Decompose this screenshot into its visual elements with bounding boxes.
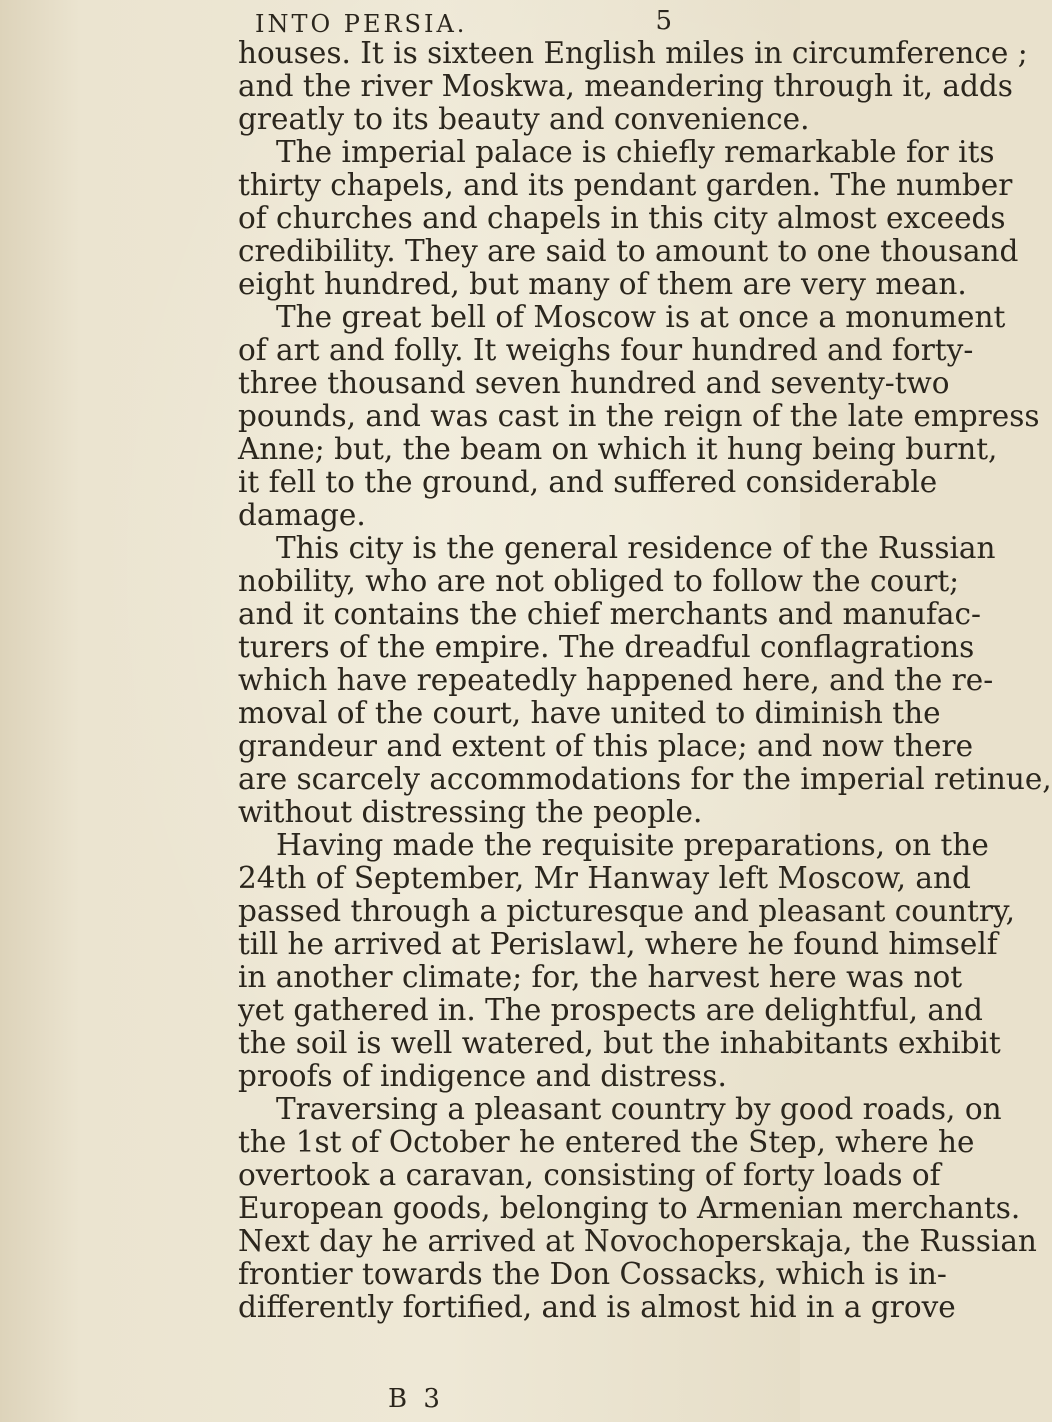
text-line: This city is the general residence of the Russian: [276, 531, 996, 565]
text-line: Anne; but, the beam on which it hung being burnt,: [238, 432, 998, 466]
text-line: Having made the requisite preparations, on the: [276, 828, 989, 862]
text-line: credibility. They are said to amount to one thousand: [238, 234, 1019, 268]
text-line: houses. It is sixteen English miles in circumference ;: [238, 36, 1028, 70]
text-line: thirty chapels, and its pendant garden. The number: [238, 168, 1013, 202]
page-number: 5: [655, 6, 675, 36]
text-line: which have repeatedly happened here, and the re-: [238, 663, 994, 697]
text-line: grandeur and extent of this place; and now there: [238, 729, 974, 763]
text-line: eight hundred, but many of them are very mean.: [238, 267, 967, 301]
text-line: and it contains the chief merchants and manufac-: [238, 597, 982, 631]
text-line: passed through a picturesque and pleasant country,: [238, 894, 1016, 928]
running-title: INTO PERSIA.: [255, 10, 468, 38]
text-line: moval of the court, have united to diminish the: [238, 696, 941, 730]
text-line: overtook a caravan, consisting of forty loads of: [238, 1158, 941, 1192]
text-line: differently fortified, and is almost hid in a grove: [238, 1290, 956, 1324]
text-line: greatly to its beauty and convenience.: [238, 102, 810, 136]
text-line: of art and folly. It weighs four hundred and forty-: [238, 333, 974, 367]
text-line: till he arrived at Perislawl, where he found himself: [238, 927, 998, 961]
text-line: pounds, and was cast in the reign of the late empress: [238, 399, 1040, 433]
text-line: yet gathered in. The prospects are delightful, and: [238, 993, 983, 1027]
text-line: in another climate; for, the harvest here was not: [238, 960, 963, 994]
text-line: The great bell of Moscow is at once a monument: [276, 300, 1006, 334]
text-line: Next day he arrived at Novochoperskaja, the Russian: [238, 1224, 1037, 1258]
text-line: damage.: [238, 498, 366, 532]
text-line: turers of the empire. The dreadful conflagrations: [238, 630, 975, 664]
text-line: it fell to the ground, and suffered considerable: [238, 465, 938, 499]
text-line: without distressing the people.: [238, 795, 703, 829]
text-line: of churches and chapels in this city almost exceeds: [238, 201, 1006, 235]
body-text: [238, 36, 1052, 1324]
text-line: 24th of September, Mr Hanway left Moscow, and: [238, 861, 971, 895]
text-line: nobility, who are not obliged to follow the court;: [238, 564, 960, 598]
text-line: European goods, belonging to Armenian merchants.: [238, 1191, 1021, 1225]
text-line: Traversing a pleasant country by good roads, on: [276, 1092, 1002, 1126]
text-line: the soil is well watered, but the inhabitants exhibit: [238, 1026, 1001, 1060]
text-line: and the river Moskwa, meandering through it, adds: [238, 69, 1013, 103]
text-line: are scarcely accommodations for the imperial retinue,: [238, 762, 1052, 796]
signature-mark: B 3: [388, 1384, 444, 1414]
text-line: The imperial palace is chiefly remarkable for its: [276, 135, 995, 169]
text-line: frontier towards the Don Cossacks, which is in-: [238, 1257, 947, 1291]
text-line: three thousand seven hundred and seventy-two: [238, 366, 950, 400]
text-line: proofs of indigence and distress.: [238, 1059, 727, 1093]
text-line: the 1st of October he entered the Step, where he: [238, 1125, 975, 1159]
